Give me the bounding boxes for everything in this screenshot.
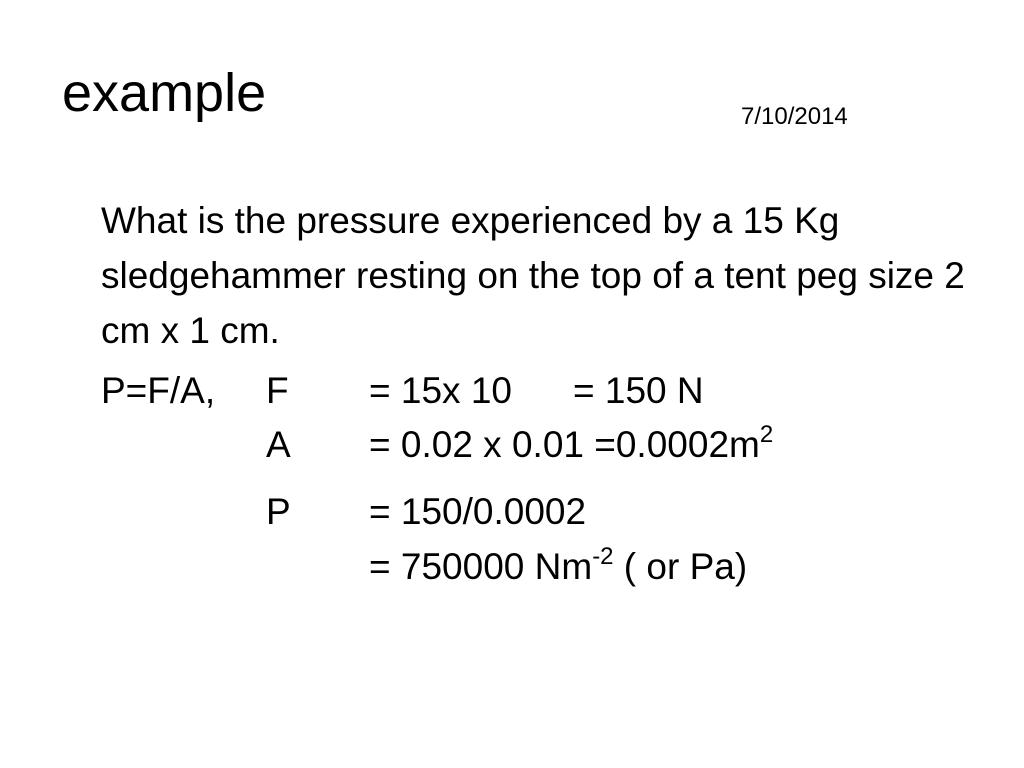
formula-label: P=F/A, [101,370,216,411]
area-expression [369,421,774,465]
pressure-result [369,543,748,587]
area-expression-text: = 0.02 x 0.01 =0.0002m [369,424,760,465]
pressure-result-exponent: -2 [592,543,614,570]
force-symbol: F [266,370,289,411]
force-expression: = 15x 10 [369,370,512,411]
pressure-symbol: P [266,491,291,532]
pressure-result-prefix: = 750000 Nm [369,546,593,587]
pressure-expression: = 150/0.0002 [369,491,587,532]
slide-title: example [62,63,267,123]
force-result: = 150 N [573,370,704,411]
area-symbol: A [266,424,291,465]
area-exponent: 2 [759,421,774,448]
slide-date: 7/10/2014 [741,103,848,130]
pressure-result-suffix: ( or Pa) [613,546,748,587]
question-text: What is the pressure experienced by a 15 Kg sledgehammer resting on the top of a tent peg size 2 cm x 1 cm. [101,200,965,351]
